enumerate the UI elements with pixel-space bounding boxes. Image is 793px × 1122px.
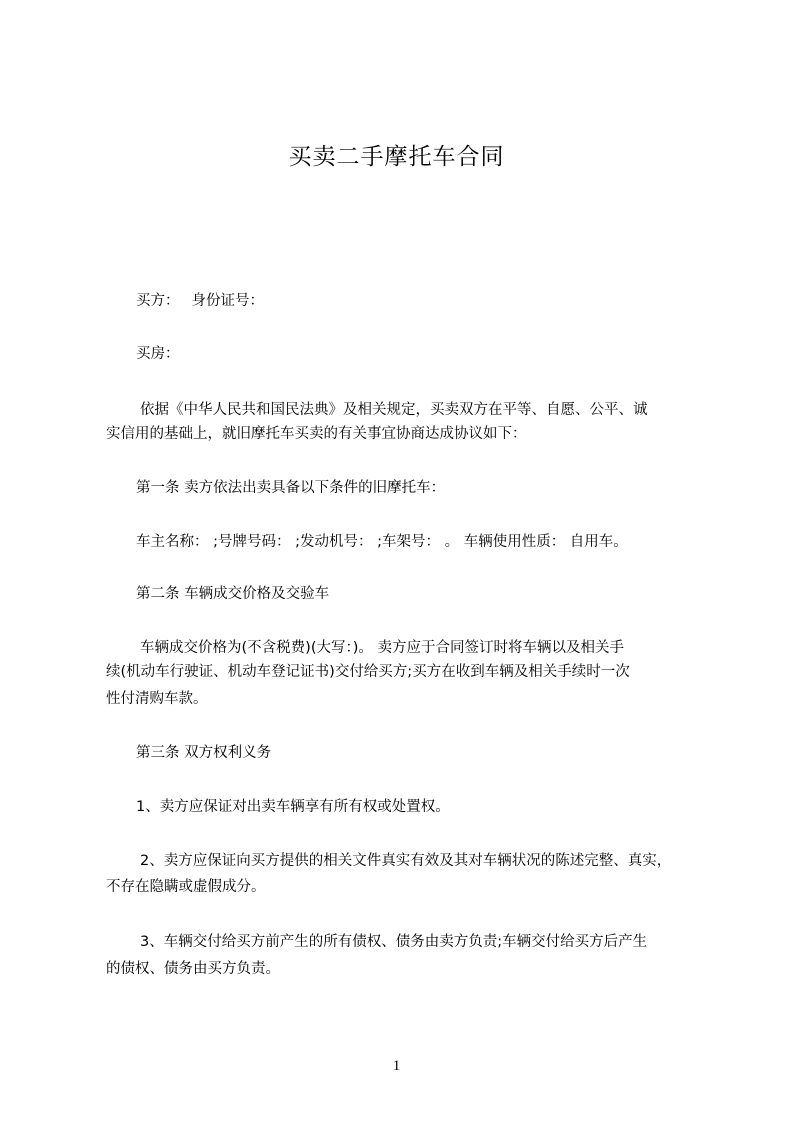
intro-line-1: 依据《中华人民共和国民法典》及相关规定，买卖双方在平等、自愿、公平、诚 (140, 402, 648, 418)
article2-line-1: 车辆成交价格为(不含税费)(大写：)。 卖方应于合同签订时将车辆以及相关手 (140, 640, 624, 656)
article3-item-1: 1、卖方应保证对出卖车辆享有所有权或处置权。 (136, 799, 450, 815)
article3-item-3-line-1: 3、车辆交付给买方前产生的所有债权、债务由卖方负责;车辆交付给买方后产生 (140, 934, 648, 950)
buyer-line (136, 291, 264, 311)
article3-heading: 第三条 双方权利义务 (136, 745, 272, 761)
page-number: 1 (392, 1058, 401, 1074)
article3-item-2-line-2: 不存在隐瞒或虚假成分。 (106, 879, 266, 895)
article3-item-2-line-1: 2、卖方应保证向买方提供的相关文件真实有效及其对车辆状况的陈述完整、真实， (140, 853, 672, 869)
buyer-label: 买方： (136, 293, 180, 309)
article2-line-3: 性付清购车款。 (106, 691, 208, 707)
article1-heading: 第一条 卖方依法出卖具备以下条件的旧摩托车： (136, 480, 446, 496)
intro-line-2: 实信用的基础上，就旧摩托车买卖的有关事宜协商达成协议如下： (106, 426, 527, 442)
article2-line-2: 续(机动车行驶证、机动车登记证书)交付给买方;买方在收到车辆及相关手续时一次 (106, 664, 630, 680)
document-title: 买卖二手摩托车合同 (288, 144, 505, 170)
buyer-house-line: 买房： (136, 346, 180, 362)
id-number-label: 身份证号： (191, 293, 264, 309)
article3-item-3-line-2: 的债权、债务由买方负责。 (106, 961, 280, 977)
article1-details: 车主名称： ;号牌号码： ;发动机号： ;车架号： 。 车辆使用性质： 自用车。 (136, 534, 628, 550)
article2-heading: 第二条 车辆成交价格及交验车 (136, 586, 330, 602)
